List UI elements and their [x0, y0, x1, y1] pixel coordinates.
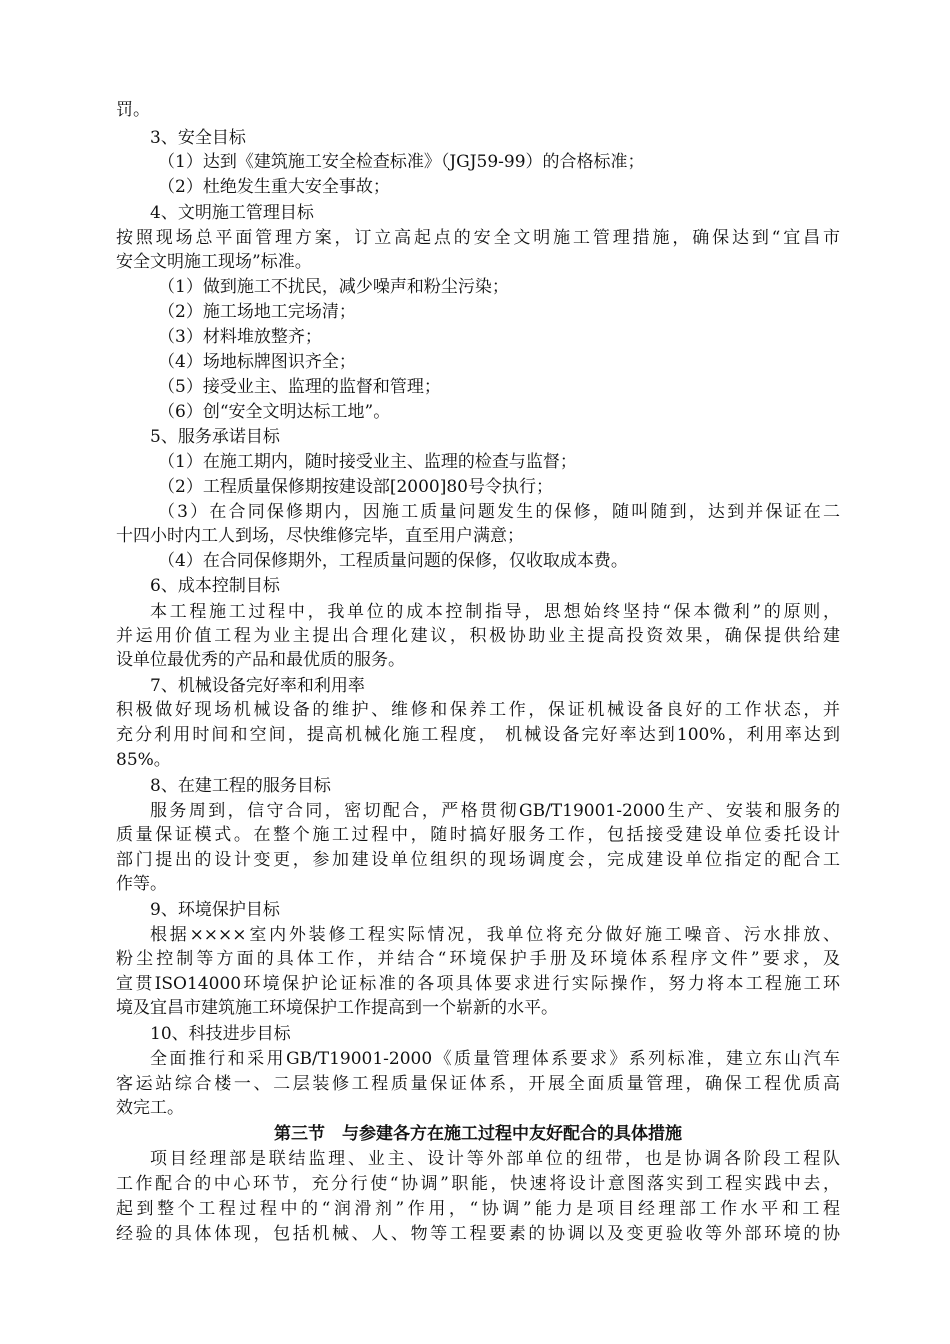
text-line: 本工程施工过程中，我单位的成本控制指导，思想始终坚持“保本微利”的原则， [150, 602, 840, 622]
section-heading-service-target: 8、在建工程的服务目标 [150, 776, 331, 796]
section-heading-safety: 3、安全目标 [150, 128, 246, 148]
section-heading-environment: 9、环境保护目标 [150, 900, 280, 920]
text-line: 部门提出的设计变更，参加建设单位组织的现场调度会，完成建设单位指定的配合工 [116, 850, 840, 870]
list-item: （4）在合同保修期外，工程质量问题的保修，仅收取成本费。 [158, 551, 628, 571]
text-line: 客运站综合楼一、二层装修工程质量保证体系，开展全面质量管理，确保工程优质高 [116, 1074, 840, 1094]
text-line: 安全文明施工现场”标准。 [116, 252, 312, 272]
text-line: 作等。 [116, 874, 167, 894]
section-heading-civilized: 4、文明施工管理目标 [150, 203, 314, 223]
list-item: （4）场地标牌图识齐全； [158, 352, 356, 372]
text-line: 根据××××室内外装修工程实际情况，我单位将充分做好施工噪音、污水排放、 [150, 925, 840, 945]
list-item: （2）施工场地工完场清； [158, 302, 356, 322]
text-line: 充分利用时间和空间，提高机械化施工程度， 机械设备完好率达到100%，利用率达到 [116, 725, 840, 745]
text-line: 十四小时内工人到场，尽快维修完毕，直至用户满意； [116, 526, 524, 546]
section-title: 第三节 与参建各方在施工过程中友好配合的具体措施 [274, 1124, 682, 1144]
text-line: 85%。 [116, 750, 171, 770]
list-item: （2）杜绝发生重大安全事故； [158, 177, 390, 197]
text-line: 按照现场总平面管理方案，订立高起点的安全文明施工管理措施，确保达到“宜昌市 [116, 228, 840, 248]
list-item: （5）接受业主、监理的监督和管理； [158, 377, 441, 397]
section-heading-cost: 6、成本控制目标 [150, 576, 280, 596]
list-item: （3）材料堆放整齐； [158, 327, 322, 347]
text-line: 全面推行和采用GB/T19001-2000《质量管理体系要求》系列标准，建立东山汽车 [150, 1049, 840, 1069]
list-item: （3）在合同保修期内，因施工质量问题发生的保修，随叫随到，达到并保证在二 [158, 502, 840, 522]
text-line: 项目经理部是联结监理、业主、设计等外部单位的纽带，也是协调各阶段工程队 [150, 1149, 840, 1169]
text-line: 宣贯ISO14000环境保护论证标准的各项具体要求进行实际操作，努力将本工程施工环 [116, 974, 840, 994]
text-line: 设单位最优秀的产品和最优质的服务。 [116, 650, 405, 670]
list-item: （1）在施工期内，随时接受业主、监理的检查与监督； [158, 452, 577, 472]
section-heading-technology: 10、科技进步目标 [150, 1024, 291, 1044]
text-line: 并运用价值工程为业主提出合理化建议，积极协助业主提高投资效果，确保提供给建 [116, 626, 840, 646]
text-line: 服务周到，信守合同，密切配合，严格贯彻GB/T19001-2000生产、安装和服务的 [150, 801, 840, 821]
list-item: （6）创“安全文明达标工地”。 [158, 402, 391, 422]
text-line: 粉尘控制等方面的具体工作，并结合“环境保护手册及环境体系程序文件”要求，及 [116, 949, 840, 969]
list-item: （2）工程质量保修期按建设部[2000]80号令执行； [158, 477, 553, 497]
list-item: （1）做到施工不扰民，减少噪声和粉尘污染； [158, 277, 509, 297]
text-line: 起到整个工程过程中的“润滑剂”作用，“协调”能力是项目经理部工作水平和工程 [116, 1199, 840, 1219]
text-line: 经验的具体体现，包括机械、人、物等工程要素的协调以及变更验收等外部环境的协 [116, 1224, 840, 1244]
text-line: 境及宜昌市建筑施工环境保护工作提高到一个崭新的水平。 [116, 998, 558, 1018]
section-heading-machinery: 7、机械设备完好率和利用率 [150, 676, 365, 696]
text-line: 效完工。 [116, 1098, 184, 1118]
text-line: 积极做好现场机械设备的维护、维修和保养工作，保证机械设备良好的工作状态，并 [116, 700, 840, 720]
text-line: 质量保证模式。在整个施工过程中，随时搞好服务工作，包括接受建设单位委托设计 [116, 825, 840, 845]
text-line: 罚。 [116, 100, 150, 120]
list-item: （1）达到《建筑施工安全检查标准》（JGJ59-99）的合格标准； [158, 152, 645, 172]
text-line: 工作配合的中心环节，充分行使“协调”职能，快速将设计意图落实到工程实践中去， [116, 1174, 840, 1194]
section-heading-service: 5、服务承诺目标 [150, 427, 280, 447]
